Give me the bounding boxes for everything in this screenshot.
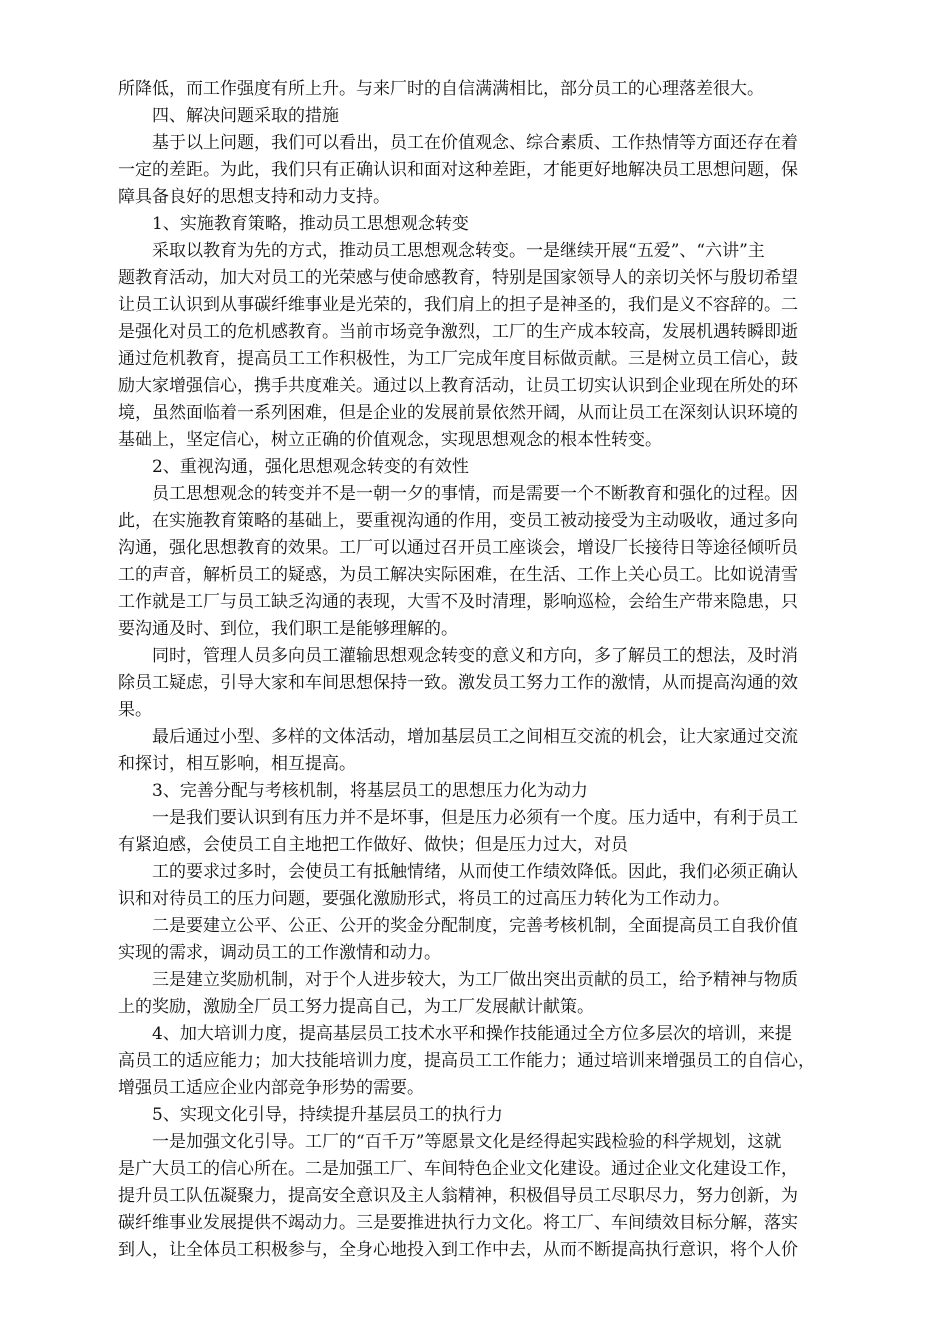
body-paragraph [118,1021,850,1102]
text-line: 5、实现文化引导，持续提升基层员工的执行力 [152,1105,503,1125]
text-line: 实现的需求，调动员工的工作激情和动力。 [118,943,441,963]
body-paragraph [118,724,850,778]
text-line: 工的声音，解析员工的疑惑，为员工解决实际困难，在生活、工作上关心员工。比如说清雪 [118,565,798,585]
text-line: 境，虽然面临着一系列困难，但是企业的发展前景依然开阔，从而让员工在深刻认识环境的 [118,403,798,423]
text-line: 题教育活动，加大对员工的光荣感与使命感教育，特别是国家领导人的亲切关怀与殷切希望 [118,268,798,288]
text-line: 基础上，坚定信心，树立正确的价值观念，实现思想观念的根本性转变。 [118,430,662,450]
section-heading [118,454,850,481]
text-line: 障具备良好的思想支持和动力支持。 [118,187,390,207]
text-line: 3、完善分配与考核机制，将基层员工的思想压力化为动力 [152,781,588,801]
body-paragraph [118,913,850,967]
text-line: 碳纤维事业发展提供不竭动力。三是要推进执行力文化。将工厂、车间绩效目标分解，落实 [118,1213,798,1233]
body-paragraph [118,859,850,913]
text-line: 员工思想观念的转变并不是一朝一夕的事情，而是需要一个不断教育和强化的过程。因 [152,484,798,504]
text-line: 沟通，强化思想教育的效果。工厂可以通过召开员工座谈会，增设厂长接待日等途径倾听员 [118,538,798,558]
text-line: 果。 [118,700,152,720]
text-line: 基于以上问题，我们可以看出，员工在价值观念、综合素质、工作热情等方面还存在着 [152,133,798,153]
text-line: 4、加大培训力度，提高基层员工技术水平和操作技能通过全方位多层次的培训，来提 [152,1024,792,1044]
body-paragraph [118,130,850,211]
body-paragraph [118,643,850,724]
text-line: 一是加强文化引导。工厂的“百千万”等愿景文化是经得起实践检验的科学规划，这就 [152,1132,782,1152]
text-line: 有紧迫感，会使员工自主地把工作做好、做快；但是压力过大，对员 [118,835,628,855]
text-line: 是广大员工的信心所在。二是加强工厂、车间特色企业文化建设。通过企业文化建设工作， [118,1159,798,1179]
text-line: 到人，让全体员工积极参与，全身心地投入到工作中去，从而不断提高执行意识，将个人价 [118,1240,798,1260]
text-line: 励大家增强信心，携手共度难关。通过以上教育活动，让员工切实认识到企业现在所处的环 [118,376,798,396]
text-line: 三是建立奖励机制，对于个人进步较大，为工厂做出突出贡献的员工，给予精神与物质 [152,970,798,990]
text-line: 和探讨，相互影响，相互提高。 [118,754,356,774]
text-line: 2、重视沟通，强化思想观念转变的有效性 [152,457,469,477]
text-line: 所降低，而工作强度有所上升。与来厂时的自信满满相比，部分员工的心理落差很大。 [118,79,764,99]
text-line: 高员工的适应能力；加大技能培训力度，提高员工工作能力；通过培训来增强员工的自信心， [118,1051,815,1071]
text-line: 同时，管理人员多向员工灌输思想观念转变的意义和方向，多了解员工的想法，及时消 [152,646,798,666]
body-paragraph [118,967,850,1021]
text-line: 一定的差距。为此，我们只有正确认识和面对这种差距，才能更好地解决员工思想问题，保 [118,160,798,180]
body-paragraph [118,238,850,454]
text-line: 二是要建立公平、公正、公开的奖金分配制度，完善考核机制，全面提高员工自我价值 [152,916,798,936]
text-line: 让员工认识到从事碳纤维事业是光荣的，我们肩上的担子是神圣的，我们是义不容辞的。二 [118,295,798,315]
text-line: 增强员工适应企业内部竞争形势的需要。 [118,1078,424,1098]
text-line: 1、实施教育策略，推动员工思想观念转变 [152,214,469,234]
text-line: 识和对待员工的压力问题，要强化激励形式，将员工的过高压力转化为工作动力。 [118,889,730,909]
section-heading [118,211,850,238]
body-paragraph [118,1129,850,1264]
section-heading [118,778,850,805]
text-line: 除员工疑虑，引导大家和车间思想保持一致。激发员工努力工作的激情，从而提高沟通的效 [118,673,798,693]
text-line: 四、解决问题采取的措施 [152,106,339,126]
body-paragraph [118,76,850,103]
document-page [118,76,850,1264]
text-line: 采取以教育为先的方式，推动员工思想观念转变。一是继续开展“五爱”、“六讲”主 [152,241,765,261]
text-line: 上的奖励，激励全厂员工努力提高自己，为工厂发展献计献策。 [118,997,594,1017]
text-line: 工作就是工厂与员工缺乏沟通的表现，大雪不及时清理，影响巡检，会给生产带来隐患，只 [118,592,798,612]
text-line: 一是我们要认识到有压力并不是坏事，但是压力必须有一个度。压力适中，有利于员工 [152,808,798,828]
text-line: 要沟通及时、到位，我们职工是能够理解的。 [118,619,458,639]
text-line: 提升员工队伍凝聚力，提高安全意识及主人翁精神，积极倡导员工尽职尽力，努力创新，为 [118,1186,798,1206]
text-line: 通过危机教育，提高员工工作积极性，为工厂完成年度目标做贡献。三是树立员工信心，鼓 [118,349,798,369]
text-line: 此，在实施教育策略的基础上，要重视沟通的作用，变员工被动接受为主动吸收，通过多向 [118,511,798,531]
text-line: 工的要求过多时，会使员工有抵触情绪，从而使工作绩效降低。因此，我们必须正确认 [152,862,798,882]
text-line: 最后通过小型、多样的文体活动，增加基层员工之间相互交流的机会，让大家通过交流 [152,727,798,747]
section-heading [118,1102,850,1129]
text-line: 是强化对员工的危机感教育。当前市场竞争激烈，工厂的生产成本较高，发展机遇转瞬即逝 [118,322,798,342]
section-heading [118,103,850,130]
body-paragraph [118,481,850,643]
body-paragraph [118,805,850,859]
